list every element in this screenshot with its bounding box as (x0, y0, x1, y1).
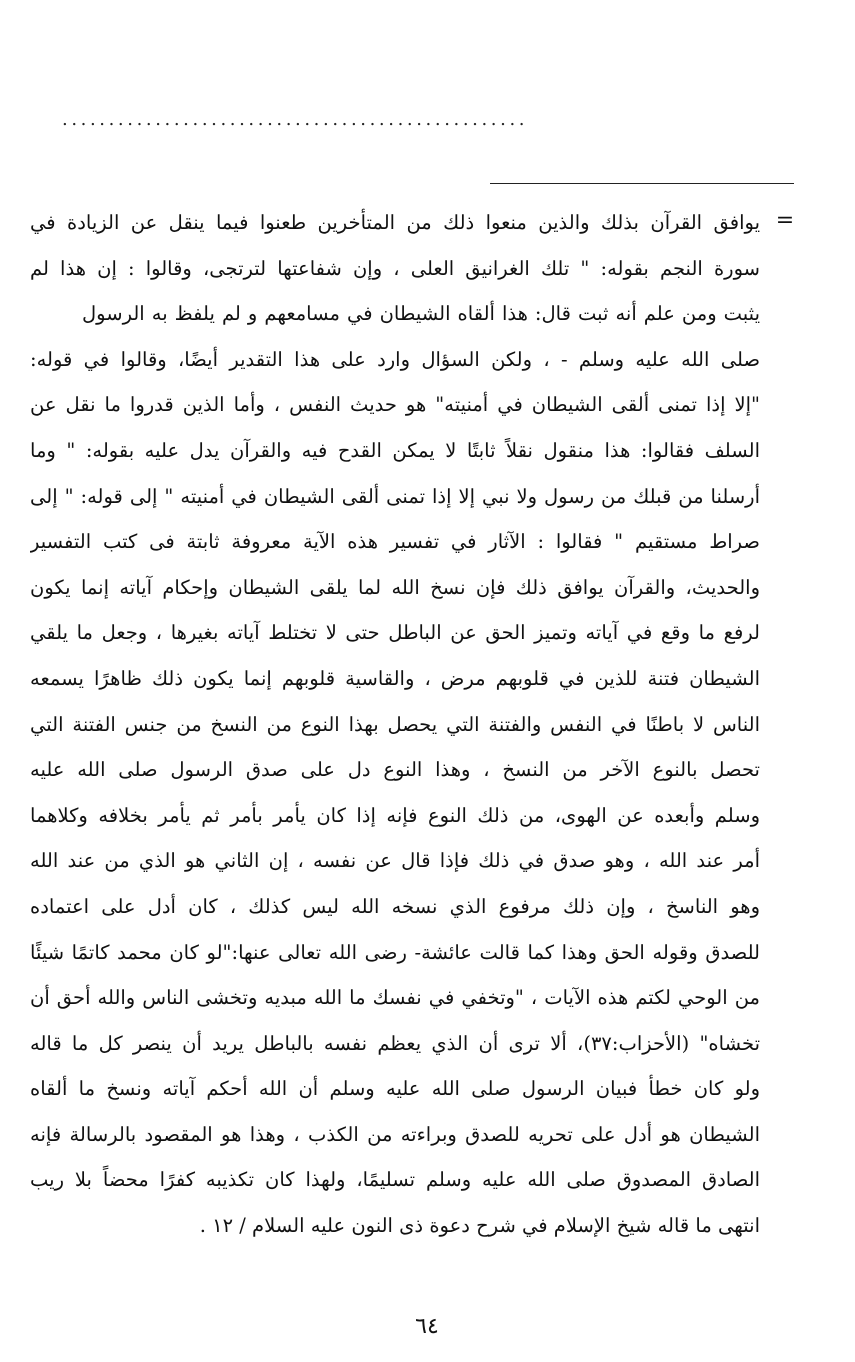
footnote-rule (490, 183, 794, 184)
text-line: من الوحي لكتم هذه الآيات ، "وتخفي في نفسك ما الله مبديه وتخشى الناس والله أحق أن (30, 986, 760, 1010)
dotted-separator: .................................................. (62, 110, 529, 130)
text-line: للصدق وقوله الحق وهذا كما قالت عائشة- رضى الله تعالى عنها:"لو كان محمد كاتمًا شيئًا (30, 940, 760, 964)
text-line: يثبت ومن علم أنه ثبت قال: هذا ألقاه الشيطان في مسامعهم و لم يلفظ به الرسول (82, 302, 760, 326)
page-number: ٦٤ (415, 1314, 439, 1339)
footnote-text-block (30, 200, 760, 1249)
text-line: أرسلنا من قبلك من رسول ولا نبي إلا إذا تمنى ألقى الشيطان في أمنيته " إلى قوله: " إلى (30, 484, 760, 508)
text-line: الشيطان فتنة للذين في قلوبهم مرض ، والقاسية قلوبهم إنما يكون ذلك ظاهرًا يسمعه (30, 666, 760, 690)
text-line: أمر عند الله ، وهو صدق في ذلك فإذا قال عن نفسه ، إن الثاني هو الذي من عند الله (30, 849, 760, 873)
text-line: صلى الله عليه وسلم - ، ولكن السؤال وارد على هذا التقدير أيضًا، وقالوا في قوله: (30, 347, 760, 371)
text-line: لرفع ما وقع في آياته وتميز الحق عن الباطل حتى لا تختلط آياته بغيرها ، وجعل ما يلقي (30, 621, 760, 645)
text-line: وهو الناسخ ، وإن ذلك مرفوع الذي نسخه الله ليس كذلك ، كان أدل على اعتماده (30, 894, 760, 918)
text-line: الصادق المصدوق صلى الله عليه وسلم تسليمًا، ولهذا كان تكذيبه كفرًا محضاً بلا ريب (30, 1168, 760, 1192)
text-line: ولو كان خطأ فبيان الرسول صلى الله عليه وسلم أن الله أحكم آياته ونسخ ما ألقاه (30, 1077, 760, 1101)
footnote-continuation-marker: = (775, 208, 795, 233)
text-line: الشيطان هو أدل على تحريه للصدق وبراءته من الكذب ، وهذا هو المقصود بالرسالة فإنه (30, 1122, 760, 1146)
text-line: تحصل بالنوع الآخر من النسخ ، وهذا النوع دل على صدق الرسول صلى الله عليه (30, 758, 760, 782)
text-line: والحديث، والقرآن يوافق ذلك فإن نسخ الله لما يلقى الشيطان وإحكام آياته إنما يكون (30, 575, 760, 599)
text-line: السلف فقالوا: هذا منقول نقلاً ثابتًا لا يمكن القدح فيه والقرآن يدل عليه بقوله: " وما (30, 438, 760, 462)
text-line: يوافق القرآن بذلك والذين منعوا ذلك من المتأخرين طعنوا فيما ينقل عن الزيادة في (30, 211, 760, 234)
text-line: سورة النجم بقوله: " تلك الغرانيق العلى ، وإن شفاعتها لترتجى، وقالوا : إن هذا لم (30, 256, 760, 280)
text-line: وسلم وأبعده عن الهوى، من ذلك النوع فإنه إذا كان يأمر بأمر ثم يأمر بخلافه وكلاهما (30, 803, 760, 827)
text-line: صراط مستقيم " فقالوا : الآثار في تفسير هذه الآية معروفة ثابتة فى كتب التفسير (30, 530, 760, 554)
text-line: الناس لا باطنًا في النفس والفتنة التي يحصل بهذا النوع من النسخ من جنس الفتنة التي (30, 712, 760, 736)
text-line: "إلا إذا تمنى ألقى الشيطان في أمنيته" هو حديث النفس ، وأما الذين قدروا ما نقل عن (30, 393, 760, 417)
text-line: انتهى ما قاله شيخ الإسلام في شرح دعوة ذى النون عليه السلام / ١٢ . (199, 1214, 760, 1238)
text-line: تخشاه" (الأحزاب:٣٧)، ألا ترى أن الذي يعظم نفسه بالباطل يريد أن ينصر كل ما قاله (30, 1031, 760, 1055)
